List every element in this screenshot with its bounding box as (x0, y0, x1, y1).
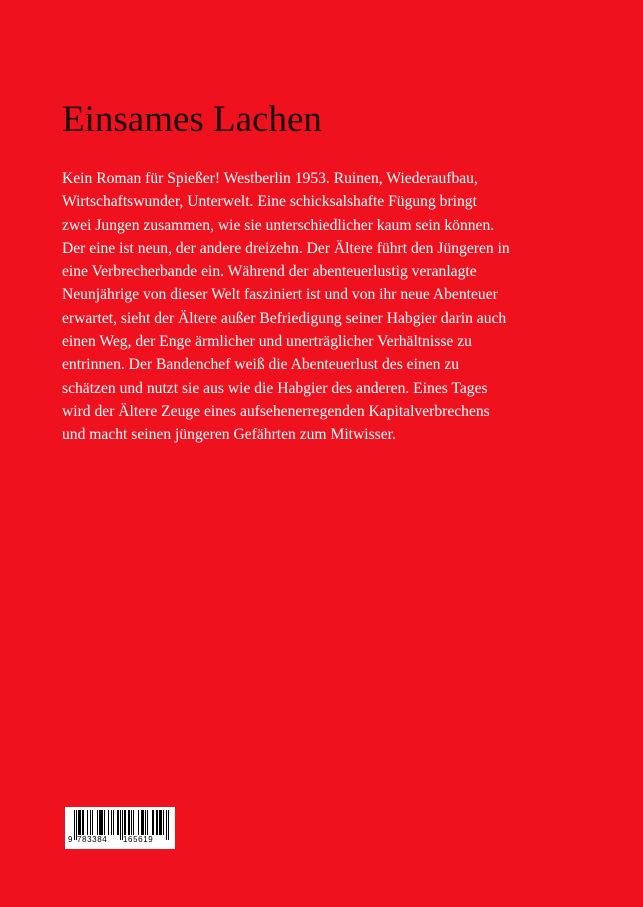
barcode-bar (102, 810, 103, 835)
barcode-bar (143, 810, 144, 835)
barcode-bar (100, 810, 101, 835)
barcode-bar (153, 810, 154, 835)
barcode-left-digits: 783384 (77, 835, 108, 844)
blurb-line: Wirtschaftswunder, Unterwelt. Eine schicksalshafte Fügung bringt (62, 193, 477, 211)
barcode-bar (159, 810, 160, 835)
barcode-bar (141, 810, 142, 835)
blurb-line: Der eine ist neun, der andere dreizehn. Der Ältere führt den Jüngeren in (62, 239, 510, 257)
barcode-bar (133, 810, 134, 835)
barcode-bar (99, 810, 100, 835)
barcode-bar (82, 810, 83, 835)
blurb-line: eine Verbrecherbande ein. Während der abenteuerlustig veranlagte (62, 263, 477, 281)
barcode-bar (120, 810, 121, 840)
barcode-bar (104, 810, 105, 835)
blurb-line: schätzen und nutzt sie aus wie die Habgier des anderen. Eines Tages (62, 379, 488, 397)
barcode-bar (78, 810, 79, 835)
barcode-bar (79, 810, 80, 835)
barcode-bar (124, 810, 125, 835)
isbn-barcode (65, 807, 175, 849)
blurb-text (62, 167, 562, 447)
barcode-bar (83, 810, 84, 835)
barcode-bar (156, 810, 157, 835)
barcode-bar (117, 810, 118, 835)
blurb-line: erwartet, sieht der Ältere außer Befriedigung seiner Habgier darin auch (62, 309, 507, 327)
barcode-bar (80, 810, 81, 835)
blurb-line: entrinnen. Der Bandenchef weiß die Abenteuerlust des einen zu (62, 356, 460, 374)
barcode-bar (74, 810, 75, 840)
blurb-line: einen Weg, der Enge ärmlicher und unerträglicher Verhältnisse zu (62, 333, 472, 351)
barcode-bar (163, 810, 164, 835)
barcode-bar (87, 810, 88, 835)
barcode-bar (97, 810, 98, 835)
barcode-bar (147, 810, 148, 835)
barcode-bar (152, 810, 153, 835)
barcode-bar (101, 810, 102, 835)
blurb-line: und macht seinen jüngeren Gefährten zum Mitwisser. (62, 426, 396, 444)
barcode-bar (125, 810, 126, 835)
blurb-line: wird der Ältere Zeuge eines aufsehenerregenden Kapitalverbrechens (62, 402, 490, 420)
blurb-line: zwei Jungen zusammen, wie sie unterschiedlicher kaum sein können. (62, 216, 495, 234)
barcode-bar (118, 810, 119, 835)
book-title: Einsames Lachen (62, 99, 322, 140)
blurb-line: Neunjährige von dieser Welt fasziniert ist und von ihr neue Abenteuer (62, 286, 498, 304)
barcode-bar (108, 810, 109, 835)
barcode-bar (161, 810, 162, 835)
barcode-bar (90, 810, 91, 835)
barcode-bar (92, 810, 93, 835)
barcode-bar (138, 810, 139, 835)
barcode-bar (131, 810, 132, 835)
barcode-bar (157, 810, 158, 835)
barcode-bar (142, 810, 143, 835)
barcode-bar (128, 810, 129, 835)
barcode-bar (145, 810, 146, 835)
barcode-lead-digit: 9 (68, 835, 73, 844)
blurb-line: Kein Roman für Spießer! Westberlin 1953. Ruinen, Wiederaufbau, (62, 170, 478, 187)
barcode-bar (111, 810, 112, 835)
barcode-right-digits: 165619 (123, 835, 154, 844)
barcode-bar (166, 810, 167, 840)
barcode-bar (160, 810, 161, 835)
barcode-bar (129, 810, 130, 835)
barcode-bar (113, 810, 114, 835)
barcode-bar (168, 810, 169, 840)
